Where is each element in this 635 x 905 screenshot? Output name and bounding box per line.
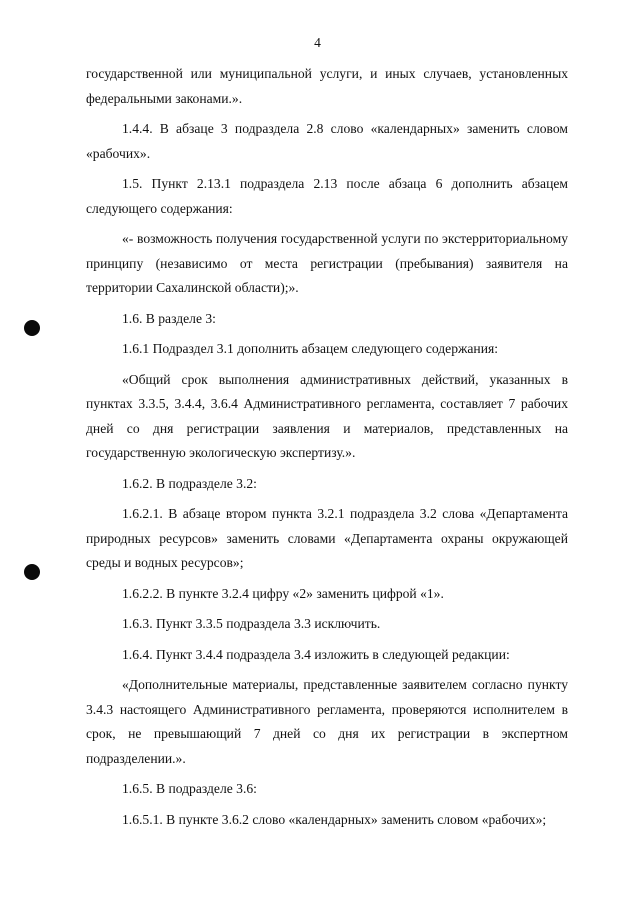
paragraph: «- возможность получения государственной услуги по экстерриториальному принципу (независимо от места регистрации (пребывания) заявителя на территории Сахалинской области);».	[86, 231, 568, 295]
paragraph: государственной или муниципальной услуги, и иных случаев, установленных федеральными законами.».	[86, 66, 568, 106]
punch-hole	[24, 564, 40, 580]
punch-hole	[24, 320, 40, 336]
paragraph: 1.6.3. Пункт 3.3.5 подраздела 3.3 исключить.	[122, 616, 381, 631]
paragraph: 1.6.1 Подраздел 3.1 дополнить абзацем следующего содержания:	[122, 341, 499, 356]
page-number: 4	[314, 35, 321, 50]
paragraph: 1.6.4. Пункт 3.4.4 подраздела 3.4 изложить в следующей редакции:	[122, 646, 510, 662]
paragraph: 1.6.2.2. В пункте 3.2.4 цифру «2» заменить цифрой «1».	[122, 585, 444, 601]
paragraph: 1.6.2. В подразделе 3.2:	[122, 475, 257, 491]
paragraph: «Дополнительные материалы, представленные заявителем согласно пункту 3.4.3 настоящего Административного регламента, проверяются исполнителем в срок, не превышающий 7 дней со дня их регистрации в экспертном подразделении.».	[86, 677, 568, 766]
paragraph: «Общий срок выполнения административных действий, указанных в пунктах 3.3.5, 3.4.4, 3.6.4 Административного регламента, составляет 7 рабочих дней со дня регистрации заявления и материалов, представленных на государственную экологическую экспертизу.».	[86, 371, 568, 460]
paragraph: 1.5. Пункт 2.13.1 подраздела 2.13 после абзаца 6 дополнить абзацем следующего содержания:	[86, 176, 568, 216]
paragraph: 1.6.2.1. В абзаце втором пункта 3.2.1 подраздела 3.2 слова «Департамента природных ресурсов» заменить словами «Департамента охраны окружающей среды и водных ресурсов»;	[86, 506, 568, 570]
paragraph: 1.6.5. В подразделе 3.6:	[122, 781, 257, 796]
paragraph: 1.4.4. В абзаце 3 подраздела 2.8 слово «календарных» заменить словом «рабочих».	[86, 121, 568, 161]
paragraph: 1.6.5.1. В пункте 3.6.2 слово «календарных» заменить словом «рабочих»;	[122, 811, 547, 827]
paragraph: 1.6. В разделе 3:	[122, 310, 216, 326]
document-body	[86, 62, 568, 832]
